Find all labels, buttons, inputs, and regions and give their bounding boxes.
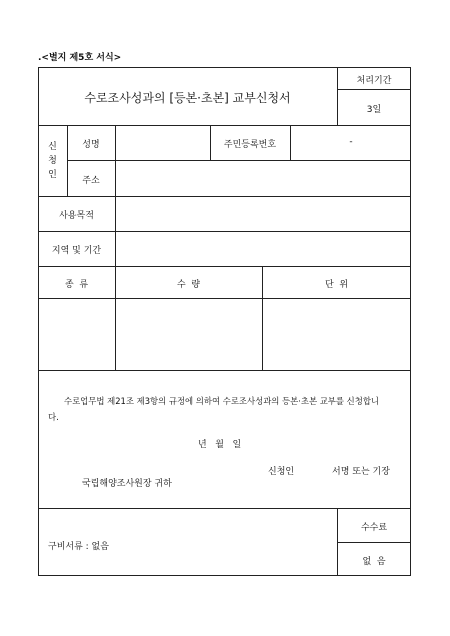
form-label: .<별지 제5호 서식> bbox=[38, 53, 122, 63]
name-field[interactable] bbox=[116, 126, 210, 160]
applicant-side-char: 신 bbox=[48, 142, 57, 152]
region-period-label: 지역 및 기간 bbox=[51, 246, 102, 256]
applicant-side-char: 청 bbox=[48, 156, 57, 166]
form-title: 수로조사성과의 [등본·초본] 교부신청서 bbox=[84, 91, 291, 105]
recipient-line: 국립해양조사원장 귀하 bbox=[82, 479, 172, 489]
type-cell[interactable] bbox=[39, 299, 115, 370]
quantity-column-header: 수 량 bbox=[176, 280, 201, 290]
rule-region-bottom bbox=[38, 266, 411, 267]
rrn-separator: - bbox=[349, 137, 353, 147]
required-documents: 구비서류 : 없음 bbox=[48, 542, 109, 552]
rrn-label: 주민등록번호 bbox=[223, 140, 277, 150]
processing-label: 처리기간 bbox=[356, 76, 392, 86]
fee-label: 수수료 bbox=[360, 523, 388, 533]
name-label: 성명 bbox=[82, 140, 100, 150]
statement-line-1: 수로업무법 제21조 제3항의 규정에 의하여 수로조사성과의 등본·초본 교부를 신청합니 bbox=[64, 396, 380, 406]
address-field[interactable] bbox=[116, 161, 411, 196]
rule-statement-bottom bbox=[38, 508, 411, 509]
unit-column-header: 단 위 bbox=[324, 280, 349, 290]
date-line: 년 월 일 bbox=[198, 440, 242, 450]
purpose-label: 사용목적 bbox=[59, 211, 94, 221]
unit-cell[interactable] bbox=[263, 299, 411, 370]
rule-items-bottom bbox=[38, 370, 411, 371]
fee-value: 없 음 bbox=[362, 557, 386, 567]
applicant-signature-label: 신청인 bbox=[268, 467, 295, 477]
rule-processing-mid bbox=[337, 89, 411, 90]
rule-fee-mid bbox=[337, 542, 411, 543]
processing-value: 3일 bbox=[366, 105, 382, 115]
quantity-cell[interactable] bbox=[116, 299, 262, 370]
type-column-header: 종 류 bbox=[64, 280, 89, 290]
statement-line-2: 다. bbox=[48, 412, 59, 422]
region-period-field[interactable] bbox=[116, 232, 411, 266]
signature-placeholder[interactable]: 서명 또는 기장 bbox=[332, 467, 390, 477]
applicant-side-label bbox=[38, 140, 67, 182]
applicant-side-char: 인 bbox=[48, 170, 57, 180]
purpose-field[interactable] bbox=[116, 197, 411, 231]
address-label: 주소 bbox=[82, 176, 100, 186]
